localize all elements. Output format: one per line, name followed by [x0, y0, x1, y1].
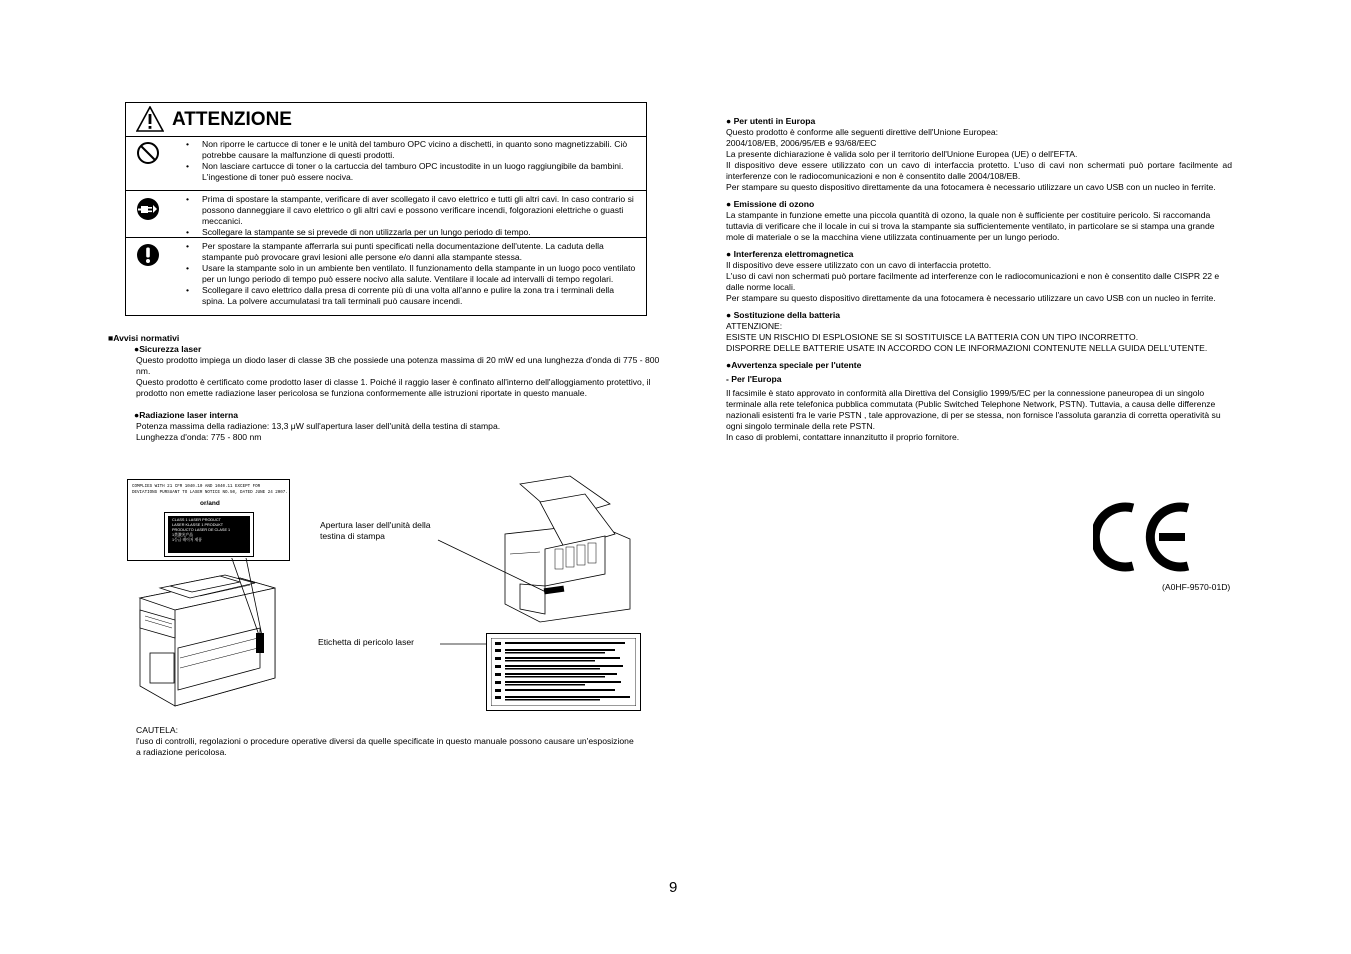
warning-item: • Per spostare la stampante afferrarla sui punti specificati nella documentazione dell'utente. La caduta della stampante può provocare gravi lesioni alle persone e/o danni alla stampante stessa.	[186, 241, 638, 263]
page-number: 9	[669, 879, 678, 896]
warning-item: • Non riporre le cartucce di toner e le unità del tamburo OPC vicino a dischetti, in quanto sono magnetizzabili. Ciò potrebbe causare la malfunzione di questi prodotti.	[186, 139, 638, 161]
warning-row-handling	[126, 238, 646, 317]
laser-safety-text-1: Questo prodotto impiega un diodo laser di classe 3B che possiede una potenza massima di 20 mW ed una lunghezza d'onda di 775 - 800 nm.	[136, 355, 660, 376]
europe-text-5: Per stampare su questo dispositivo direttamente da una fotocamera è necessario utilizzare un cavo USB con un nucleo in ferrite.	[726, 182, 1216, 192]
warning-box	[125, 102, 647, 316]
document-code: (A0HF-9570-01D)	[1162, 582, 1231, 592]
europe-text-2: 2004/108/EB, 2006/95/EB e 93/68/EEC	[726, 138, 877, 148]
prohibition-icon	[136, 141, 160, 165]
warning-row-unplug	[126, 191, 646, 238]
caution-section	[136, 725, 636, 758]
ozone-text: La stampante in funzione emette una piccola quantità di ozono, la quale non è sufficiente per costituire pericolo. Si raccomanda tuttavia di verificare che il locale in cui si trova la stampante sia sufficientemente ventilato, in particolare se si stampa una grande mole di materiale o se la macchina viene utilizzata continuamente per un lungo periodo.	[726, 210, 1215, 242]
compliance-label-box	[127, 479, 290, 561]
emi-text-2: L'uso di cavi non schermati può portare facilmente ad interferenze con le radiocomunicazioni e non è consentito dalle CISPR 22 e dalle norme locali.	[726, 271, 1220, 292]
warning-triangle-icon	[136, 106, 164, 132]
battery-text-3: DISPORRE DELLE BATTERIE USATE IN ACCORDO CON LE INFORMAZIONI CONTENUTE NELLA GUIDA DELL'UTENTE.	[726, 343, 1208, 353]
right-column	[726, 116, 1232, 443]
special-text-2: In caso di problemi, contattare innanzitutto il proprio fornitore.	[726, 432, 960, 442]
internal-radiation-heading: ●Radiazione laser interna	[134, 410, 239, 420]
special-heading: ●Avvertenza speciale per l'utente	[726, 360, 862, 370]
europe-text-3: La presente dichiarazione è valida solo per il territorio dell'Unione Europea (UE) o dell'EFTA.	[726, 149, 1078, 159]
warning-item: • Prima di spostare la stampante, verificare di aver scollegato il cavo elettrico e tutti gli altri cavi. In caso contrario si possono danneggiare il cavo elettrico o gli altri cavi e possono verificare incendi, folgorazioni elettriche o guasti meccanici.	[186, 194, 638, 227]
laser-danger-label	[486, 633, 641, 711]
laser-safety-section	[136, 355, 662, 399]
emi-heading: ● Interferenza elettromagnetica	[726, 249, 854, 259]
warning-title: ATTENZIONE	[172, 109, 292, 130]
exclamation-icon	[136, 243, 160, 267]
emi-text-3: Per stampare su questo dispositivo direttamente da una fotocamera è necessario utilizzare un cavo USB con un nucleo in ferrite.	[726, 293, 1216, 303]
warning-header	[126, 103, 646, 137]
danger-label-caption: Etichetta di pericolo laser	[318, 637, 415, 647]
warning-list	[186, 194, 638, 238]
laser-danger-label-graphic	[491, 638, 636, 706]
special-subheading: - Per l'Europa	[726, 374, 782, 384]
laser-safety-heading: ●Sicurezza laser	[134, 344, 202, 354]
battery-heading: ● Sostituzione della batteria	[726, 310, 841, 320]
special-text: Il facsimile è stato approvato in conformità alla Direttiva del Consiglio 1999/5/EC per la connessione paneuropea di un singolo terminale alla rete telefonica pubblica commutata (Public Switched Telephone Network, PSTN). Tuttavia, a causa delle differenze nazionali esistenti fra le varie PSTN , tale approvazione, di per se stessa, non fornisce l'assoluta garanzia di corretta operatività su ogni singolo terminale della rete PSTN.	[726, 388, 1221, 431]
internal-radiation-text-2: Lunghezza d'onda: 775 - 800 nm	[136, 432, 262, 442]
internal-radiation-text-1: Potenza massima della radiazione: 13,3 μW sull'apertura laser dell'unità della testina di stampa.	[136, 421, 501, 431]
battery-text-2: ESISTE UN RISCHIO DI ESPLOSIONE SE SI SOSTITUISCE LA BATTERIA CON UN TIPO INCORRETTO.	[726, 332, 1139, 342]
ozone-heading: ● Emissione di ozono	[726, 199, 815, 209]
or-and-text: or/and	[200, 500, 220, 507]
warning-list	[186, 241, 638, 307]
internal-radiation-section	[136, 421, 662, 443]
warning-item: • Scollegare il cavo elettrico dalla presa di corrente più di una volta all'anno e pulire la zona tra i terminali della spina. La polvere accumulatasi tra tali terminali può causare incendi.	[186, 285, 638, 307]
warning-list	[186, 139, 638, 183]
class-1-laser-label: CLASS 1 LASER PRODUCT LASER KLASSE 1 PRODUKT PRODUCTO LASER DE CLASE 1 1类激光产品 1등급 레이저 제품	[168, 516, 250, 553]
warning-row-storage	[126, 136, 646, 191]
laser-safety-text-2: Questo prodotto è certificato come prodotto laser di classe 1. Poiché il raggio laser è confinato all'interno dell'alloggiamento protettivo, il prodotto non emette radiazione laser pericolosa se funziona conformemente alle istruzioni riportate in questo manuale.	[136, 377, 651, 398]
aperture-label: Apertura laser dell'unità della testina di stampa	[320, 520, 431, 541]
class-label-outer	[164, 512, 254, 557]
battery-text-1: ATTENZIONE:	[726, 321, 783, 331]
emi-text-1: Il dispositivo deve essere utilizzato con un cavo di interfaccia protetto.	[726, 260, 992, 270]
ce-mark-icon	[1093, 502, 1193, 572]
europe-heading: ● Per utenti in Europa	[726, 116, 816, 126]
regulatory-heading: ■Avvisi normativi	[108, 333, 180, 343]
caution-text: l'uso di controlli, regolazioni o procedure operative diversi da quelle specificate in questo manuale possono causare un'esposizione a radiazione pericolosa.	[136, 736, 634, 757]
unplug-icon	[136, 197, 160, 221]
warning-item: • Scollegare la stampante se si prevede di non utilizzarla per un lungo periodo di tempo.	[186, 227, 638, 238]
warning-item: • Non lasciare cartucce di toner o la cartuccia del tamburo OPC incustodite in un luogo raggiungibile da bambini. L'ingestione di toner può essere nociva.	[186, 161, 638, 183]
europe-text-4: Il dispositivo deve essere utilizzato con un cavo di interfaccia protetto. L'uso di cavi non schermati può portare facilmente ad interferenze con le radiocomunicazioni e non è consentito dalle 2004/108/EB.	[726, 160, 1232, 181]
printer-open-illustration	[500, 474, 635, 624]
printer-front-illustration	[130, 558, 290, 716]
caution-title: CAUTELA:	[136, 725, 179, 735]
warning-item: • Usare la stampante solo in un ambiente ben ventilato. Il funzionamento della stampante in un luogo poco ventilato per un lungo periodo di tempo può essere nocivo alla salute. Ventilare il locale ad intervalli di tempo regolari.	[186, 263, 638, 285]
europe-text-1: Questo prodotto è conforme alle seguenti direttive dell'Unione Europea:	[726, 127, 999, 137]
compliance-text: COMPLIES WITH 21 CFR 1040.10 AND 1040.11 EXCEPT FOR DEVIATIONS PURSUANT TO LASER NOTICE NO.50, DATED JUNE 24 2007.	[132, 485, 288, 495]
